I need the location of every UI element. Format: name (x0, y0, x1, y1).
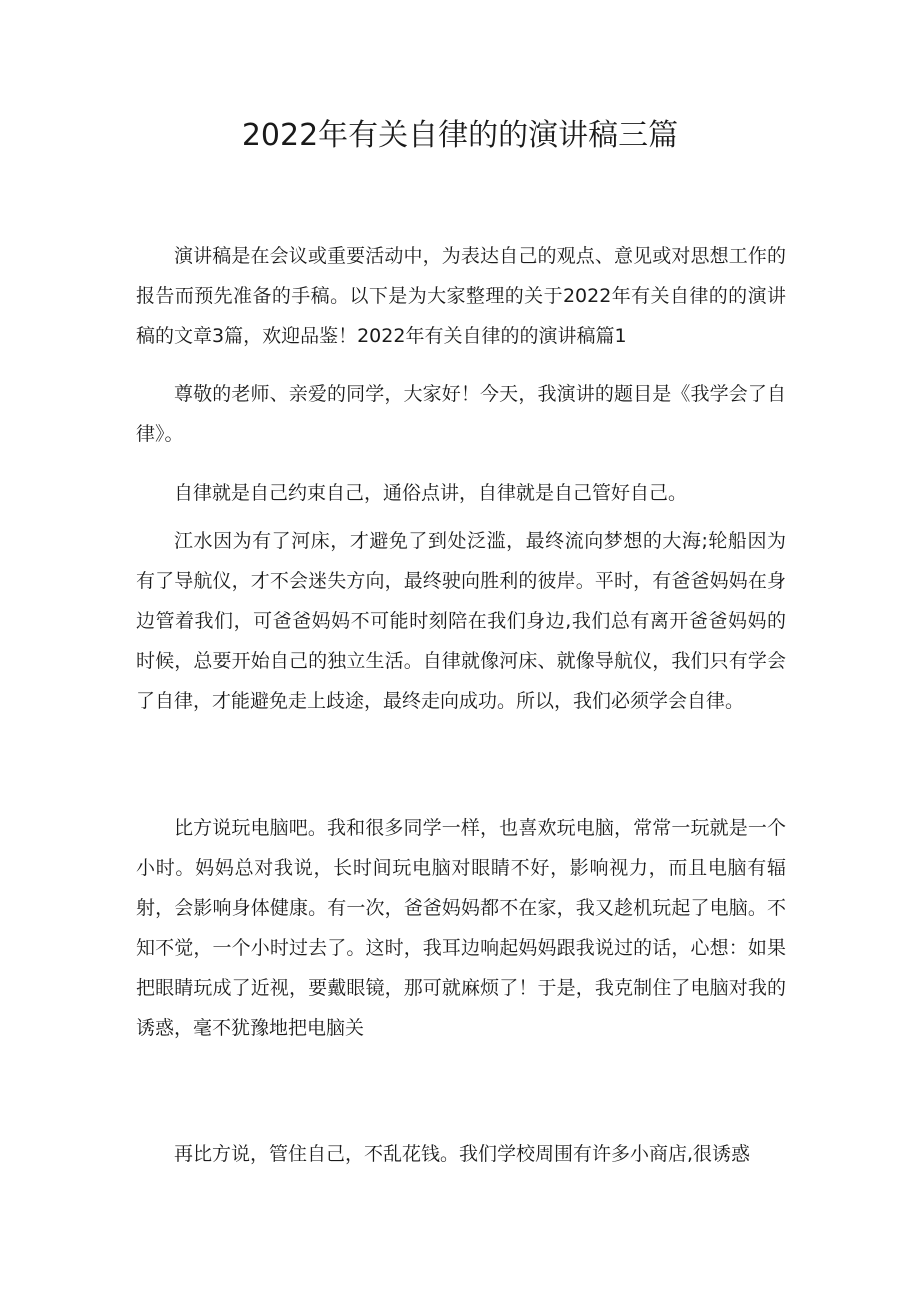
paragraph-computer-example (136, 808, 786, 1048)
paragraph: 再比方说，管住自己，不乱花钱。我们学校周围有许多小商店,很诱惑 (174, 1143, 751, 1165)
paragraph: 自律就是自己约束自己，通俗点讲，自律就是自己管好自己。 (174, 482, 688, 504)
paragraph: 江水因为有了河床，才避免了到处泛滥，最终流向梦想的大海;轮船因为有了导航仪，才不会迷失方向，最终驶向胜利的彼岸。平时，有爸爸妈妈在身边管着我们，可爸爸妈妈不可能时刻陪在我们身边,我们总有离开爸爸妈妈的时候，总要开始自己的独立生活。自律就像河床、就像导航仪，我们只有学会了自律，才能避免走上歧途，最终走向成功。所以，我们必须学会自律。 (136, 530, 786, 712)
paragraph-definition (136, 473, 786, 513)
paragraph: 尊敬的老师、亲爱的同学，大家好！今天，我演讲的题目是《我学会了自律》。 (136, 383, 786, 445)
paragraph-metaphor (136, 521, 786, 721)
document-title: 2022年有关自律的的演讲稿三篇 (241, 118, 679, 153)
paragraph-greeting (136, 374, 786, 454)
paragraph-money-example (136, 1134, 786, 1174)
paragraph: 演讲稿是在会议或重要活动中，为表达自己的观点、意见或对思想工作的报告而预先准备的手稿。以下是为大家整理的关于2022年有关自律的的演讲稿的文章3篇，欢迎品鉴！2022年有关自律的的演讲稿篇1 (136, 245, 786, 347)
paragraph: 比方说玩电脑吧。我和很多同学一样，也喜欢玩电脑，常常一玩就是一个小时。妈妈总对我说，长时间玩电脑对眼睛不好，影响视力，而且电脑有辐射，会影响身体健康。有一次，爸爸妈妈都不在家，我又趁机玩起了电脑。不知不觉，一个小时过去了。这时，我耳边响起妈妈跟我说过的话，心想：如果把眼睛玩成了近视，要戴眼镜，那可就麻烦了！于是，我克制住了电脑对我的诱惑，毫不犹豫地把电脑关 (136, 817, 786, 1039)
paragraph-intro (136, 236, 786, 356)
